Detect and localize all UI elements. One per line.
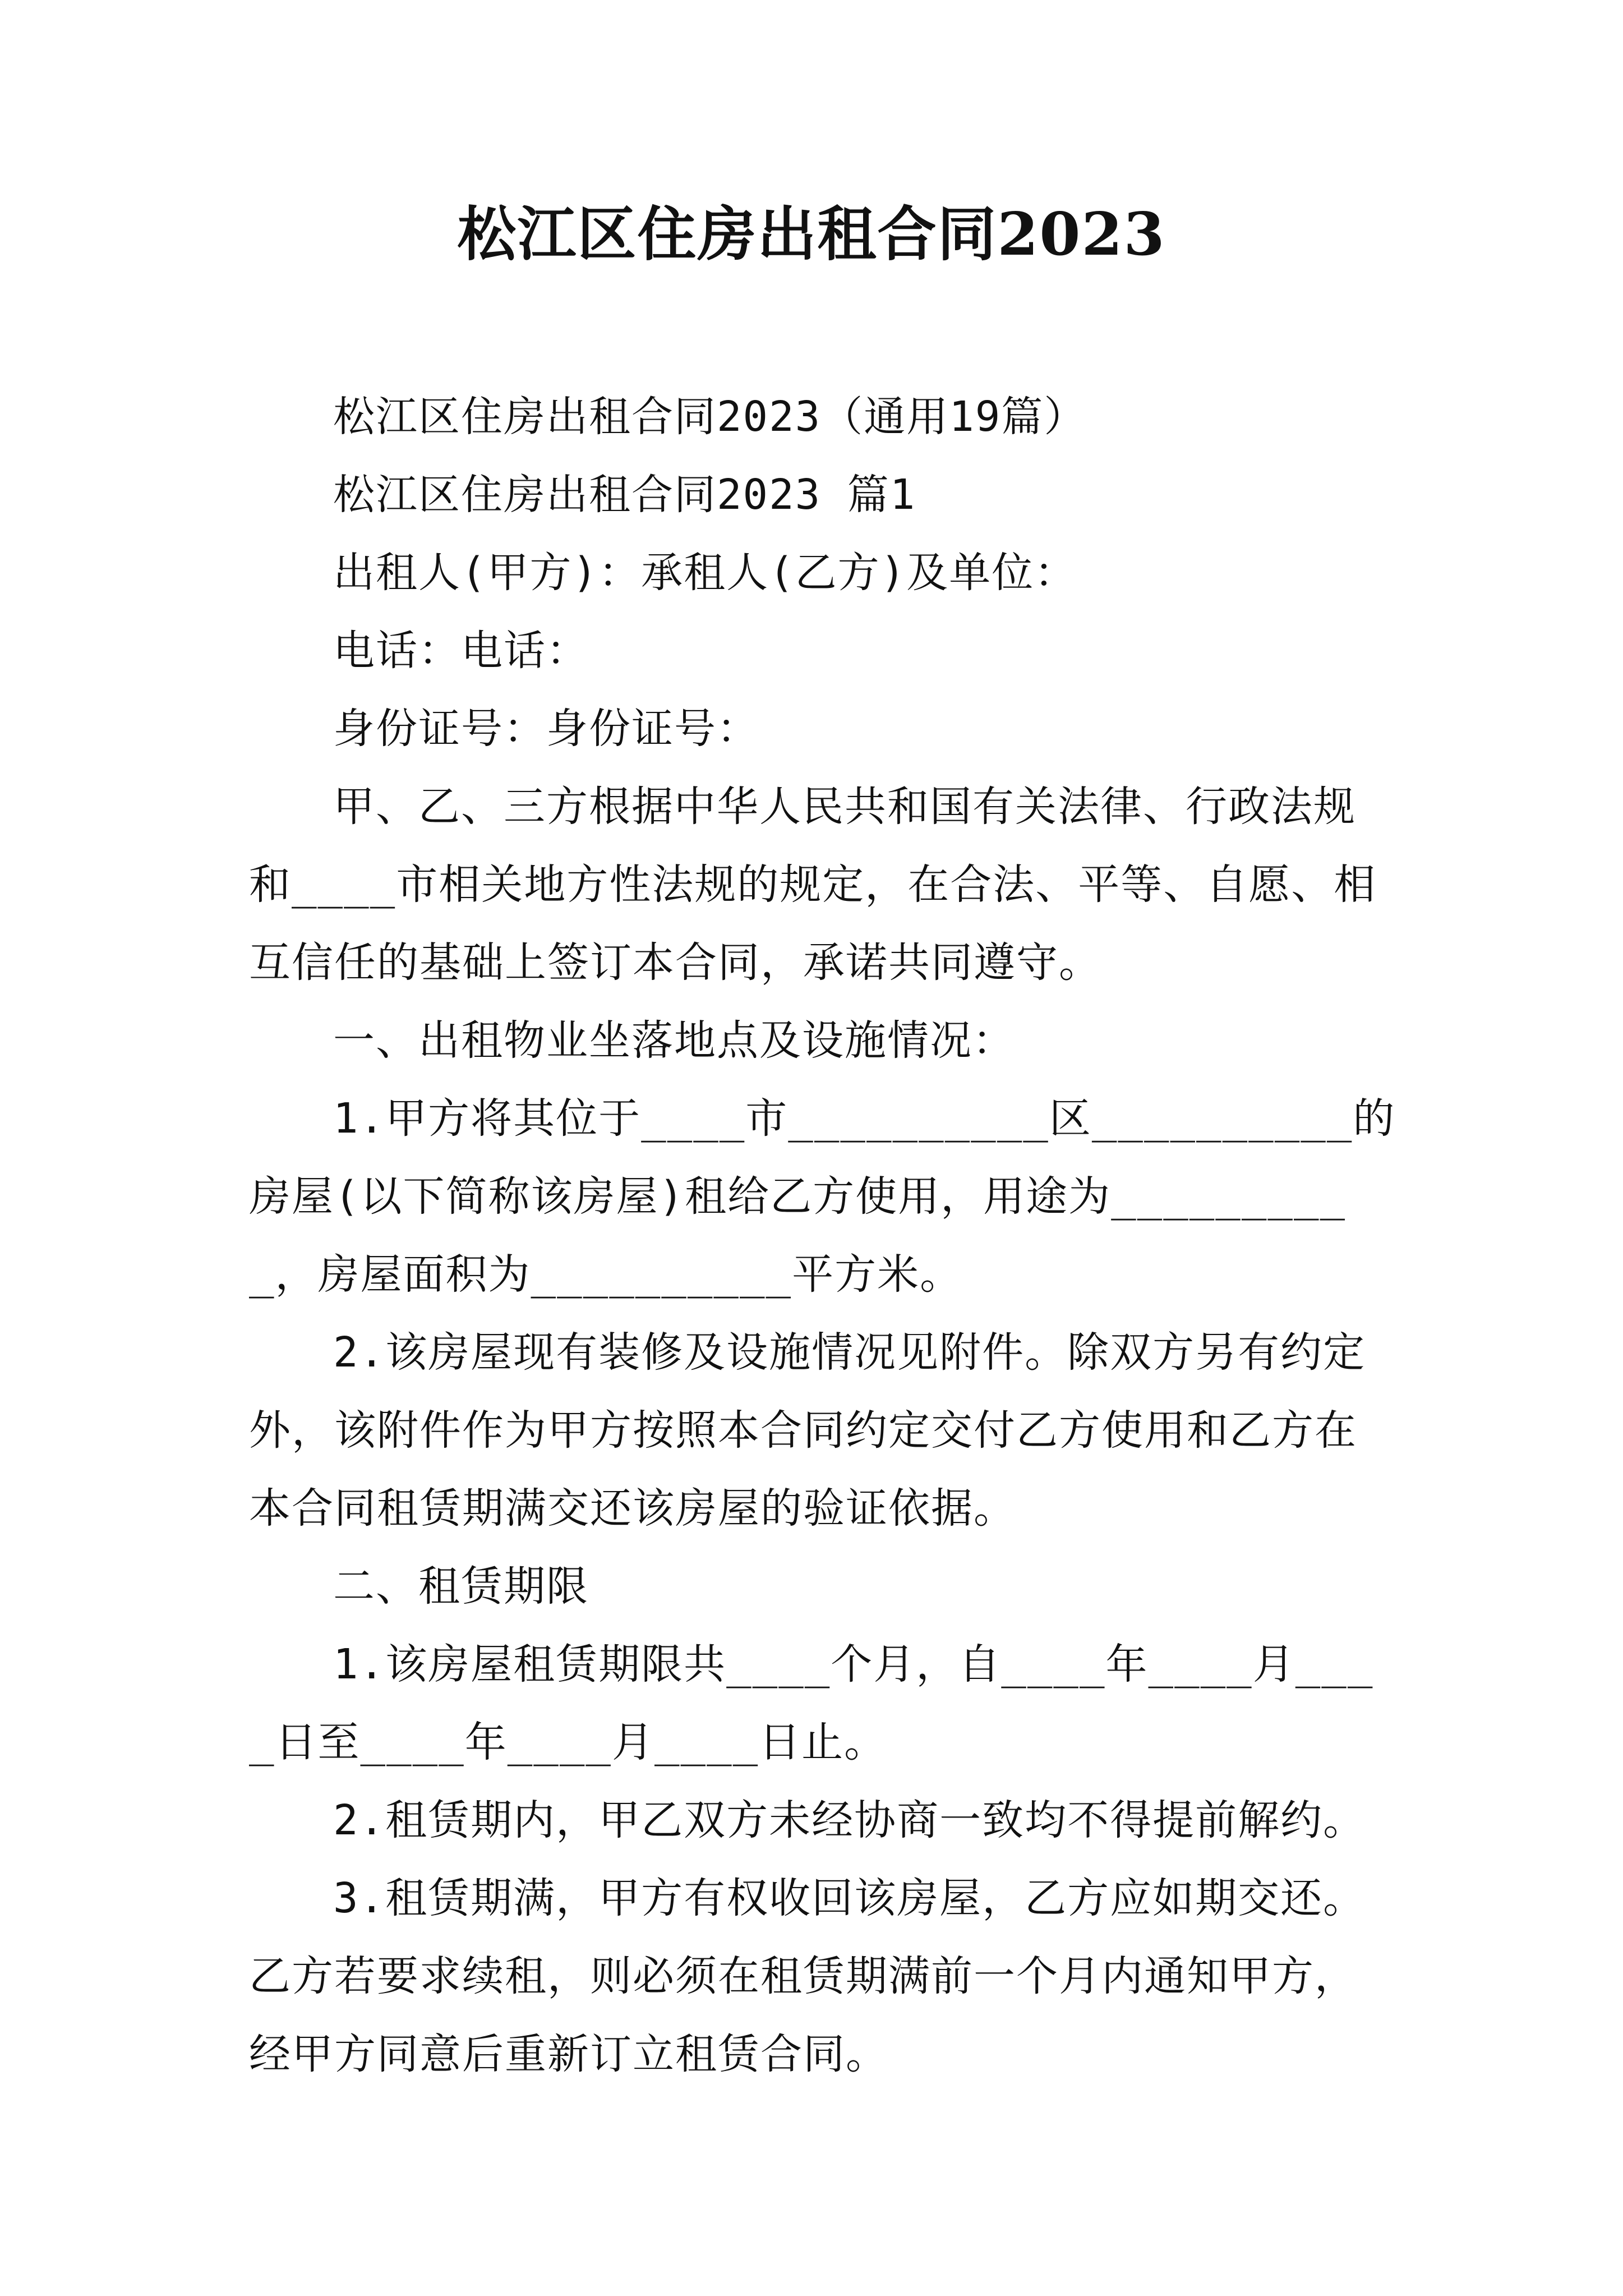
paragraph-section-heading: 松江区住房出租合同2023 篇1 [333, 471, 916, 519]
paragraph-clause-1-2: 2.该房屋现有装修及设施情况见附件。除双方另有约定外，该附件作为甲方按照本合同约定交付乙方使用和乙方在本合同租赁期满交还该房屋的验证依据。 [249, 1328, 1366, 1533]
paragraph-clause-1-1: 1.甲方将其位于____市__________区__________的房屋(以下简称该房屋)租给乙方使用，用途为__________，房屋面积为__________平方米。 [249, 1094, 1396, 1299]
paragraph-clause-2-1: 1.该房屋租赁期限共____个月，自____年____月____日至____年____月____日止。 [249, 1640, 1374, 1766]
paragraph-parties: 出租人(甲方)：承租人(乙方)及单位： [333, 549, 1077, 597]
paragraph-clause-1-heading: 一、出租物业坐落地点及设施情况： [333, 1016, 1015, 1065]
paragraph-clause-2-3: 3.租赁期满，甲方有权收回该房屋，乙方应如期交还。乙方若要求续租，则必须在租赁期满前一个月内通知甲方，经甲方同意后重新订立租赁合同。 [249, 1874, 1366, 2078]
paragraph-subtitle: 松江区住房出租合同2023（通用19篇） [333, 393, 1087, 441]
paragraph-clause-2-heading: 二、租赁期限 [333, 1562, 589, 1611]
paragraph-phone: 电话：电话： [333, 627, 589, 675]
paragraph-preamble: 甲、乙、三方根据中华人民共和国有关法律、行政法规和____市相关地方性法规的规定，在合法、平等、自愿、相互信任的基础上签订本合同，承诺共同遵守。 [249, 783, 1377, 987]
document-title: 松江区住房出租合同2023 [457, 199, 1166, 269]
paragraph-clause-2-2: 2.租赁期内，甲乙双方未经协商一致均不得提前解约。 [333, 1796, 1366, 1844]
paragraph-id-number: 身份证号：身份证号： [333, 705, 759, 753]
document-body [249, 378, 1396, 2093]
